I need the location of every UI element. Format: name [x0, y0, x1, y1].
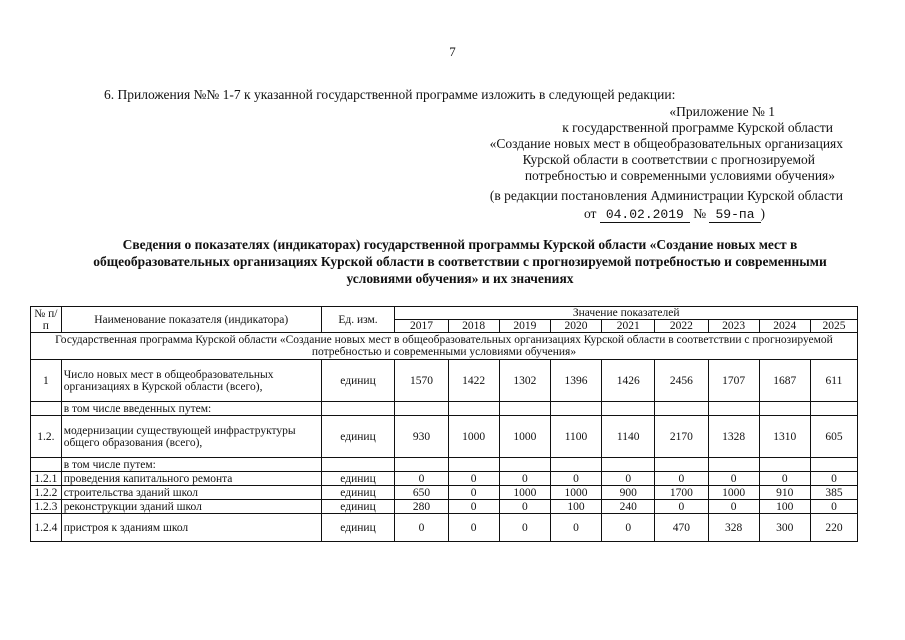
- year-cell: 2020: [550, 320, 601, 333]
- indicators-table: [30, 306, 858, 542]
- row-num: 1.2.1: [31, 472, 62, 486]
- table-row: [31, 514, 858, 542]
- row-value: 0: [759, 472, 810, 486]
- year-cell: 2025: [810, 320, 857, 333]
- row-value: 300: [759, 514, 810, 542]
- row-value: 328: [708, 514, 759, 542]
- row-value: 1707: [708, 360, 759, 402]
- row-value: 0: [550, 514, 601, 542]
- subheader-row: [31, 402, 858, 416]
- row-value: 0: [810, 472, 857, 486]
- document-heading: Сведения о показателях (индикаторах) государственной программы Курской области «Создание новых мест в общеобразовательных организациях Курской области в соответствии с прогнозируемой потребностью и современными условиями обучения» и их значениях: [93, 237, 827, 286]
- row-value: 0: [708, 500, 759, 514]
- row-value: 0: [499, 472, 550, 486]
- row-value: 1000: [448, 416, 499, 458]
- row-value: 220: [810, 514, 857, 542]
- row-unit: единиц: [321, 360, 395, 402]
- table-row: [31, 472, 858, 486]
- table-row: [31, 416, 858, 458]
- row-name: реконструкции зданий школ: [61, 500, 321, 514]
- row-value: 605: [810, 416, 857, 458]
- number-prefix: №: [693, 206, 707, 221]
- appendix-line-3: Курской области в соответствии с прогнозируемой: [522, 152, 815, 167]
- row-value: 910: [759, 486, 810, 500]
- year-cell: 2023: [708, 320, 759, 333]
- row-value: 0: [655, 472, 708, 486]
- row-name: Число новых мест в общеобразовательных организациях в Курской области (всего),: [61, 360, 321, 402]
- header-name: Наименование показателя (индикатора): [61, 307, 321, 333]
- row-value: 0: [550, 472, 601, 486]
- row-name: строительства зданий школ: [61, 486, 321, 500]
- row-num: 1: [31, 360, 62, 402]
- row-value: 0: [448, 514, 499, 542]
- subheader-text: в том числе введенных путем:: [61, 402, 321, 416]
- year-cell: 2022: [655, 320, 708, 333]
- row-value: 1570: [395, 360, 448, 402]
- row-unit: единиц: [321, 416, 395, 458]
- row-value: 1396: [550, 360, 601, 402]
- date-prefix: от: [583, 206, 597, 221]
- resolution-date: 04.02.2019: [600, 207, 690, 223]
- appendix-line-5: (в редакции постановления Администрации Курской области: [489, 188, 843, 203]
- table-row: [31, 500, 858, 514]
- row-num: 1.2.4: [31, 514, 62, 542]
- row-value: 1000: [499, 416, 550, 458]
- row-value: 1422: [448, 360, 499, 402]
- row-value: 930: [395, 416, 448, 458]
- row-value: 100: [759, 500, 810, 514]
- row-value: 0: [810, 500, 857, 514]
- row-num: 1.2.3: [31, 500, 62, 514]
- row-value: 280: [395, 500, 448, 514]
- row-value: 1310: [759, 416, 810, 458]
- year-cell: 2018: [448, 320, 499, 333]
- appendix-line-1: к государственной программе Курской области: [562, 120, 833, 135]
- row-value: 900: [602, 486, 655, 500]
- year-cell: 2019: [499, 320, 550, 333]
- appendix-title: «Приложение № 1: [669, 104, 775, 119]
- row-value: 1000: [550, 486, 601, 500]
- row-value: 385: [810, 486, 857, 500]
- year-cell: 2017: [395, 320, 448, 333]
- subheader-text: в том числе путем:: [61, 458, 321, 472]
- row-unit: единиц: [321, 486, 395, 500]
- year-cell: 2024: [759, 320, 810, 333]
- row-value: 100: [550, 500, 601, 514]
- row-unit: единиц: [321, 500, 395, 514]
- row-value: 0: [448, 472, 499, 486]
- row-num: 1.2.: [31, 416, 62, 458]
- header-unit: Ед. изм.: [321, 307, 395, 333]
- row-unit: единиц: [321, 472, 395, 486]
- row-value: 1687: [759, 360, 810, 402]
- row-value: 1426: [602, 360, 655, 402]
- row-value: 0: [499, 514, 550, 542]
- row-value: 1140: [602, 416, 655, 458]
- row-value: 1328: [708, 416, 759, 458]
- row-value: 650: [395, 486, 448, 500]
- table-row: [31, 360, 858, 402]
- table-row: [31, 486, 858, 500]
- row-value: 1000: [499, 486, 550, 500]
- header-num: № п/п: [31, 307, 62, 333]
- row-value: 0: [655, 500, 708, 514]
- row-value: 0: [395, 514, 448, 542]
- page-number: 7: [449, 44, 456, 59]
- row-value: 1000: [708, 486, 759, 500]
- row-value: 2456: [655, 360, 708, 402]
- row-value: 1302: [499, 360, 550, 402]
- row-value: 0: [499, 500, 550, 514]
- appendix-line-2: «Создание новых мест в общеобразовательных организациях: [489, 136, 843, 151]
- closing-paren: ): [760, 206, 765, 221]
- row-unit: единиц: [321, 514, 395, 542]
- subheader-row: [31, 458, 858, 472]
- row-name: пристроя к зданиям школ: [61, 514, 321, 542]
- row-value: 611: [810, 360, 857, 402]
- resolution-number: 59-па: [709, 207, 760, 223]
- row-value: 2170: [655, 416, 708, 458]
- row-value: 1100: [550, 416, 601, 458]
- row-value: 0: [448, 500, 499, 514]
- row-value: 0: [708, 472, 759, 486]
- row-value: 0: [602, 514, 655, 542]
- row-value: 0: [448, 486, 499, 500]
- row-value: 1700: [655, 486, 708, 500]
- year-cell: 2021: [602, 320, 655, 333]
- appendix-date-line: [584, 206, 765, 223]
- program-title-row: Государственная программа Курской области «Создание новых мест в общеобразовательных организациях Курской области в соответствии с прогнозируемой потребностью и современными условиями обучения»: [31, 333, 858, 360]
- header-values: Значение показателей: [395, 307, 858, 320]
- row-value: 470: [655, 514, 708, 542]
- row-value: 0: [602, 472, 655, 486]
- row-name: проведения капитального ремонта: [61, 472, 321, 486]
- row-num: 1.2.2: [31, 486, 62, 500]
- intro-paragraph: 6. Приложения №№ 1-7 к указанной государственной программе изложить в следующей редакции:: [104, 87, 676, 102]
- row-value: 240: [602, 500, 655, 514]
- row-value: 0: [395, 472, 448, 486]
- row-name: модернизации существующей инфраструктуры общего образования (всего),: [61, 416, 321, 458]
- appendix-line-4: потребностью и современными условиями обучения»: [524, 168, 835, 183]
